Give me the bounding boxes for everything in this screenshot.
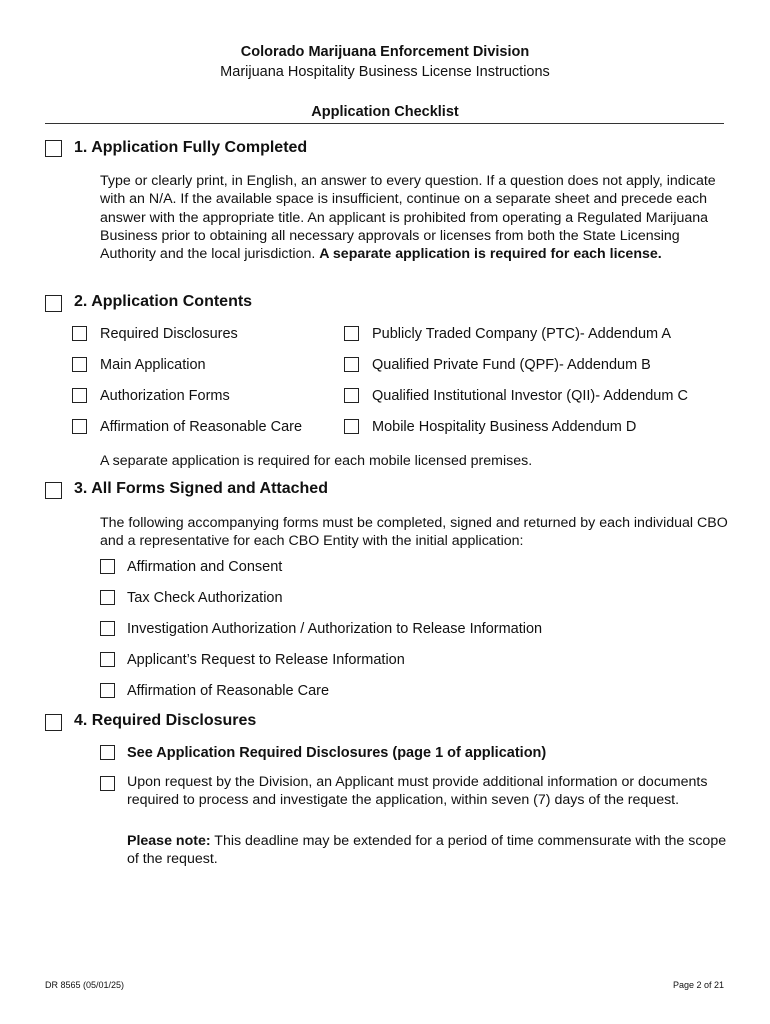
item-upon-request: Upon request by the Division, an Applicant must provide additional information or documents required to process and investigate the application, within seven (7) days of the request.: [127, 774, 708, 809]
checkbox-authorization-forms[interactable]: [72, 388, 87, 403]
item-required-disclosures: Required Disclosures: [100, 326, 238, 342]
checkbox-tax-check[interactable]: [100, 590, 115, 605]
section3-checkbox[interactable]: [45, 482, 62, 499]
header-divider: [45, 123, 724, 124]
section4-note: [127, 832, 727, 869]
section2-title: 2. Application Contents: [74, 293, 253, 310]
checkbox-addendum-a[interactable]: [344, 326, 359, 341]
section2-note: A separate application is required for each mobile licensed premises.: [100, 453, 533, 469]
checkbox-release-request[interactable]: [100, 652, 115, 667]
page-number: Page 2 of 21: [672, 980, 724, 990]
item-authorization-forms: Authorization Forms: [100, 388, 230, 404]
section2-checkbox[interactable]: [45, 295, 62, 312]
section1-title: 1. Application Fully Completed: [74, 139, 308, 156]
item-addendum-b: Qualified Private Fund (QPF)- Addendum B: [372, 357, 651, 373]
item-affirmation-care: Affirmation of Reasonable Care: [100, 419, 303, 435]
item-affirmation-care-2: Affirmation of Reasonable Care: [127, 683, 330, 699]
section4-title: 4. Required Disclosures: [74, 712, 257, 729]
checkbox-see-disclosures[interactable]: [100, 745, 115, 760]
checkbox-addendum-b[interactable]: [344, 357, 359, 372]
checklist-title: Application Checklist: [311, 104, 459, 120]
item-investigation-auth: Investigation Authorization / Authorization to Release Information: [127, 621, 543, 637]
checkbox-addendum-d[interactable]: [344, 419, 359, 434]
item-addendum-d: Mobile Hospitality Business Addendum D: [372, 419, 637, 435]
item-release-request: Applicant’s Request to Release Information: [127, 652, 405, 668]
checkbox-affirmation-care-2[interactable]: [100, 683, 115, 698]
section3-title: 3. All Forms Signed and Attached: [74, 480, 328, 497]
checkbox-upon-request[interactable]: [100, 776, 115, 791]
section1-body-text: Type or clearly print, in English, an answer to every question. If a question does not apply, indicate with an N/A. If the available space is insufficient, continue on a separate sheet and precede each answer with the appropriate title. An applicant is prohibited from operating a Regulated Marijuana Business prior to obtaining all necessary approvals or licenses from both the State Licensing Authority and the local jurisdiction.: [100, 173, 716, 263]
section3-intro: The following accompanying forms must be completed, signed and returned by each individual CBO and a representative for each CBO Entity with the initial application:: [100, 515, 728, 550]
note-text: This deadline may be extended for a period of time commensurate with the scope of the request.: [127, 833, 727, 868]
note-label: Please note:: [127, 833, 211, 849]
section1-body: [100, 172, 725, 263]
form-id: DR 8565 (05/01/25): [45, 980, 125, 990]
checkbox-affirmation-consent[interactable]: [100, 559, 115, 574]
item-addendum-a: Publicly Traded Company (PTC)- Addendum A: [372, 326, 671, 342]
section1-checkbox[interactable]: [45, 140, 62, 157]
org-name: Colorado Marijuana Enforcement Division: [240, 44, 530, 60]
checkbox-affirmation-care[interactable]: [72, 419, 87, 434]
item-see-disclosures: See Application Required Disclosures (page 1 of application): [127, 745, 547, 761]
item-tax-check: Tax Check Authorization: [127, 590, 283, 606]
checkbox-main-application[interactable]: [72, 357, 87, 372]
checkbox-addendum-c[interactable]: [344, 388, 359, 403]
checkbox-investigation-auth[interactable]: [100, 621, 115, 636]
item-affirmation-consent: Affirmation and Consent: [127, 559, 283, 575]
checkbox-required-disclosures[interactable]: [72, 326, 87, 341]
section4-checkbox[interactable]: [45, 714, 62, 731]
item-main-application: Main Application: [100, 357, 206, 373]
document-subtitle: Marijuana Hospitality Business License Instructions: [220, 64, 550, 80]
section1-body-bold: A separate application is required for each license.: [319, 246, 662, 263]
item-addendum-c: Qualified Institutional Investor (QII)- Addendum C: [372, 388, 688, 404]
